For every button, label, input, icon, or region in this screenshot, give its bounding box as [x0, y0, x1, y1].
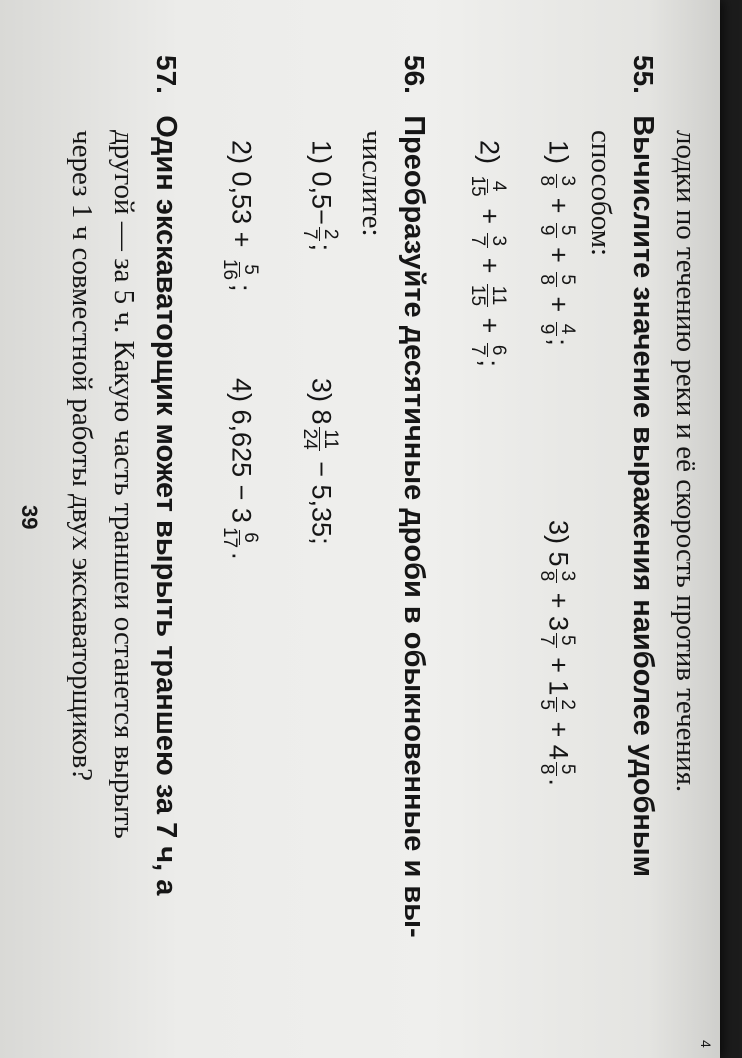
- problem-57-text: Один экскаваторщик может вырыть траншею за 7 ч, а: [150, 115, 182, 896]
- problem-56-heading: [399, 55, 428, 938]
- problem-57-text-line-2: другой — за 5 ч. Какую часть траншеи останется вырыть: [108, 130, 140, 839]
- item-label: 3): [306, 378, 337, 403]
- item-label: 2): [474, 140, 505, 165]
- operator: −: [226, 484, 257, 501]
- whole-part: 8: [306, 409, 337, 425]
- problem-55-text-cont: способом:: [585, 130, 617, 257]
- operator: +: [543, 296, 574, 313]
- whole-part: 5: [543, 551, 574, 567]
- fraction: 2 7: [299, 228, 341, 240]
- item-label: 2): [226, 140, 257, 165]
- problem-56-item-4: [219, 378, 260, 560]
- item-label: 3): [543, 520, 574, 545]
- operator: +: [543, 247, 574, 263]
- punct: .: [543, 778, 574, 786]
- fraction: 3 8: [536, 570, 578, 582]
- operator: +: [474, 208, 505, 224]
- intro-line: лодки по течению реки и её скорость против течения.: [670, 130, 702, 793]
- fraction: 2 5: [536, 699, 578, 710]
- punct: ;: [474, 359, 505, 367]
- fraction: 5 7: [536, 634, 578, 646]
- operator: +: [226, 231, 257, 248]
- problem-56-item-1: [299, 140, 340, 251]
- decimal: 0,53: [226, 171, 257, 225]
- fraction: 5 9: [536, 224, 578, 236]
- fraction: 6 17: [219, 526, 261, 549]
- problem-57-number: 57.: [151, 55, 182, 94]
- operator: −: [306, 209, 337, 225]
- problem-56-text: Преобразуйте десятичные дроби в обыкновенные и вы-: [398, 115, 430, 938]
- problem-55-heading: [628, 55, 657, 877]
- problem-55-item-1: [536, 140, 577, 346]
- item-label: 1): [306, 140, 337, 165]
- problem-56-item-3: [299, 378, 340, 545]
- whole-part: 3: [226, 507, 257, 523]
- problem-55-text: Вычислите значение выражения наиболее удобным: [627, 115, 659, 878]
- operator: +: [543, 592, 574, 609]
- fraction: 11 15: [467, 284, 509, 307]
- fraction: 3 8: [536, 175, 578, 187]
- whole-part: 3: [543, 615, 574, 631]
- operator: +: [543, 197, 574, 214]
- fraction: 5 16: [219, 258, 261, 281]
- fraction: 4 15: [467, 175, 509, 197]
- punct: ;: [226, 284, 257, 292]
- whole-part: 4: [543, 744, 574, 760]
- fraction: 6 7: [467, 344, 509, 356]
- problem-55-item-2: [467, 140, 508, 367]
- decimal: 0,5: [306, 171, 337, 210]
- punct: .: [226, 552, 257, 560]
- problem-55-item-3: [536, 520, 577, 786]
- problem-57-heading: [151, 55, 180, 895]
- decimal: 6,625: [226, 409, 257, 478]
- decimal: 5,35: [306, 484, 337, 538]
- problem-56-item-2: [219, 140, 260, 292]
- top-fragment: 4: [698, 1040, 714, 1048]
- punct: ;: [306, 243, 337, 251]
- item-label: 4): [226, 378, 257, 403]
- problem-57-text-line-3: через 1 ч совместной работы двух экскаваторщиков?: [66, 130, 98, 782]
- operator: +: [543, 721, 574, 738]
- operator: +: [474, 317, 505, 334]
- page-number: 39: [17, 505, 42, 530]
- operator: +: [474, 257, 505, 274]
- problem-56-text-cont: числите:: [356, 130, 388, 237]
- punct: ;: [543, 338, 574, 346]
- item-label: 1): [543, 140, 574, 165]
- fraction: 3 7: [467, 235, 509, 247]
- operator: +: [543, 657, 574, 673]
- punct: ;: [306, 537, 337, 545]
- fraction: 11 24: [299, 428, 341, 450]
- fraction: 5 8: [536, 274, 578, 285]
- problem-56-number: 56.: [399, 55, 430, 94]
- fraction: 5 8: [536, 763, 578, 775]
- operator: −: [306, 461, 337, 477]
- fraction: 4 9: [536, 323, 578, 335]
- problem-55-number: 55.: [628, 55, 659, 94]
- whole-part: 1: [543, 680, 574, 696]
